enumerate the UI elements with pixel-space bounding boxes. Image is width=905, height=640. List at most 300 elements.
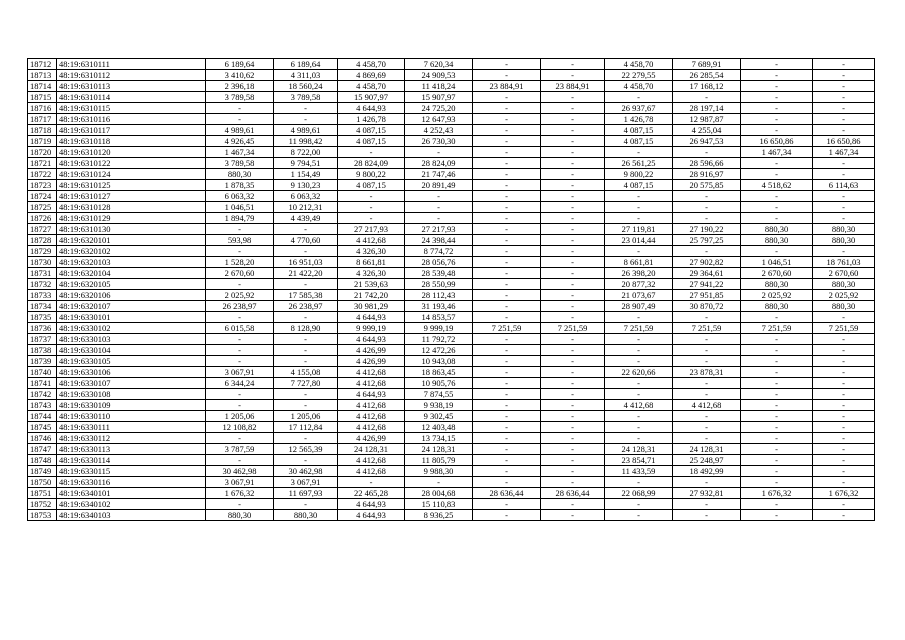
- value-col-10-cell: -: [813, 466, 875, 477]
- row-number-cell: 18743: [28, 400, 57, 411]
- table-row: [28, 81, 875, 92]
- value-col-7-cell: 4 087,15: [605, 125, 673, 136]
- value-col-4-cell: 24 128,31: [405, 444, 473, 455]
- value-col-5-cell: -: [473, 466, 541, 477]
- value-col-10-cell: -: [813, 367, 875, 378]
- value-col-9-cell: -: [741, 499, 813, 510]
- value-col-9-cell: -: [741, 158, 813, 169]
- table-row: [28, 367, 875, 378]
- value-col-10-cell: -: [813, 455, 875, 466]
- row-number-cell: 18752: [28, 499, 57, 510]
- table-row: [28, 213, 875, 224]
- value-col-9-cell: 880,30: [741, 235, 813, 246]
- value-col-9-cell: -: [741, 367, 813, 378]
- value-col-8-cell: 27 902,82: [673, 257, 741, 268]
- row-number-cell: 18727: [28, 224, 57, 235]
- cadastral-number-cell: 48:19:6320105: [57, 279, 206, 290]
- table-row: [28, 477, 875, 488]
- value-col-2-cell: 4 989,61: [274, 125, 338, 136]
- value-col-10-cell: -: [813, 499, 875, 510]
- value-col-10-cell: -: [813, 202, 875, 213]
- value-col-3-cell: 4 412,68: [338, 400, 405, 411]
- value-col-7-cell: -: [605, 422, 673, 433]
- value-col-2-cell: 18 560,24: [274, 81, 338, 92]
- value-col-4-cell: 31 193,46: [405, 301, 473, 312]
- cadastral-number-cell: 48:19:6330102: [57, 323, 206, 334]
- value-col-4-cell: 28 824,09: [405, 158, 473, 169]
- table-row: [28, 444, 875, 455]
- value-col-9-cell: -: [741, 356, 813, 367]
- cadastral-number-cell: 48:19:6330116: [57, 477, 206, 488]
- table-row: [28, 488, 875, 499]
- value-col-10-cell: -: [813, 356, 875, 367]
- value-col-7-cell: -: [605, 334, 673, 345]
- value-col-5-cell: -: [473, 345, 541, 356]
- cadastral-number-cell: 48:19:6330108: [57, 389, 206, 400]
- value-col-6-cell: -: [541, 367, 605, 378]
- value-col-7-cell: 23 854,71: [605, 455, 673, 466]
- value-col-10-cell: 6 114,63: [813, 180, 875, 191]
- value-col-9-cell: -: [741, 169, 813, 180]
- value-col-1-cell: 880,30: [206, 510, 274, 521]
- value-col-4-cell: 11 792,72: [405, 334, 473, 345]
- table-row: [28, 114, 875, 125]
- value-col-10-cell: 880,30: [813, 279, 875, 290]
- value-col-2-cell: 880,30: [274, 510, 338, 521]
- value-col-9-cell: -: [741, 103, 813, 114]
- cadastral-number-cell: 48:19:6330107: [57, 378, 206, 389]
- cadastral-number-cell: 48:19:6310127: [57, 191, 206, 202]
- value-col-2-cell: 3 067,91: [274, 477, 338, 488]
- value-col-3-cell: 30 981,29: [338, 301, 405, 312]
- value-col-1-cell: 1 046,51: [206, 202, 274, 213]
- value-col-10-cell: 7 251,59: [813, 323, 875, 334]
- value-col-4-cell: 14 853,57: [405, 312, 473, 323]
- value-col-9-cell: -: [741, 433, 813, 444]
- value-col-10-cell: 2 670,60: [813, 268, 875, 279]
- value-col-9-cell: -: [741, 312, 813, 323]
- value-col-1-cell: 3 787,59: [206, 444, 274, 455]
- value-col-3-cell: 8 661,81: [338, 257, 405, 268]
- row-number-cell: 18753: [28, 510, 57, 521]
- value-col-8-cell: -: [673, 334, 741, 345]
- value-col-7-cell: 11 433,59: [605, 466, 673, 477]
- table-row: [28, 268, 875, 279]
- value-col-9-cell: -: [741, 389, 813, 400]
- value-col-10-cell: -: [813, 477, 875, 488]
- value-col-8-cell: -: [673, 389, 741, 400]
- row-number-cell: 18737: [28, 334, 57, 345]
- value-col-9-cell: -: [741, 202, 813, 213]
- value-col-7-cell: 7 251,59: [605, 323, 673, 334]
- value-col-9-cell: 4 518,62: [741, 180, 813, 191]
- value-col-8-cell: 28 916,97: [673, 169, 741, 180]
- value-col-10-cell: -: [813, 213, 875, 224]
- value-col-1-cell: 3 789,58: [206, 158, 274, 169]
- value-col-9-cell: -: [741, 81, 813, 92]
- value-col-8-cell: -: [673, 411, 741, 422]
- value-col-7-cell: -: [605, 510, 673, 521]
- value-col-3-cell: 24 128,31: [338, 444, 405, 455]
- value-col-3-cell: 4 644,93: [338, 334, 405, 345]
- row-number-cell: 18750: [28, 477, 57, 488]
- value-col-10-cell: -: [813, 510, 875, 521]
- row-number-cell: 18723: [28, 180, 57, 191]
- row-number-cell: 18724: [28, 191, 57, 202]
- value-col-8-cell: -: [673, 92, 741, 103]
- value-col-7-cell: 4 412,68: [605, 400, 673, 411]
- data-table: [27, 58, 875, 521]
- value-col-5-cell: -: [473, 290, 541, 301]
- value-col-1-cell: 6 063,32: [206, 191, 274, 202]
- value-col-5-cell: -: [473, 499, 541, 510]
- row-number-cell: 18717: [28, 114, 57, 125]
- value-col-2-cell: -: [274, 455, 338, 466]
- table-row: [28, 356, 875, 367]
- value-col-9-cell: -: [741, 114, 813, 125]
- table-row: [28, 158, 875, 169]
- value-col-6-cell: -: [541, 213, 605, 224]
- value-col-9-cell: -: [741, 246, 813, 257]
- value-col-7-cell: 4 087,15: [605, 180, 673, 191]
- value-col-2-cell: -: [274, 114, 338, 125]
- value-col-8-cell: 27 951,85: [673, 290, 741, 301]
- value-col-6-cell: -: [541, 103, 605, 114]
- value-col-6-cell: -: [541, 191, 605, 202]
- value-col-1-cell: 2 670,60: [206, 268, 274, 279]
- value-col-5-cell: 23 884,91: [473, 81, 541, 92]
- cadastral-number-cell: 48:19:6320103: [57, 257, 206, 268]
- row-number-cell: 18744: [28, 411, 57, 422]
- value-col-3-cell: -: [338, 191, 405, 202]
- value-col-6-cell: -: [541, 92, 605, 103]
- value-col-10-cell: -: [813, 345, 875, 356]
- value-col-9-cell: -: [741, 466, 813, 477]
- value-col-4-cell: 24 909,53: [405, 70, 473, 81]
- value-col-5-cell: -: [473, 356, 541, 367]
- value-col-9-cell: 880,30: [741, 224, 813, 235]
- value-col-1-cell: -: [206, 455, 274, 466]
- value-col-3-cell: 9 999,19: [338, 323, 405, 334]
- table-row: [28, 411, 875, 422]
- cadastral-number-cell: 48:19:6320102: [57, 246, 206, 257]
- value-col-5-cell: -: [473, 268, 541, 279]
- value-col-2-cell: 21 422,20: [274, 268, 338, 279]
- value-col-4-cell: 18 863,45: [405, 367, 473, 378]
- value-col-5-cell: -: [473, 136, 541, 147]
- value-col-8-cell: 20 575,85: [673, 180, 741, 191]
- value-col-3-cell: 4 458,70: [338, 81, 405, 92]
- value-col-5-cell: -: [473, 125, 541, 136]
- row-number-cell: 18721: [28, 158, 57, 169]
- value-col-6-cell: -: [541, 235, 605, 246]
- value-col-6-cell: -: [541, 312, 605, 323]
- value-col-6-cell: -: [541, 422, 605, 433]
- value-col-3-cell: -: [338, 213, 405, 224]
- value-col-7-cell: -: [605, 345, 673, 356]
- value-col-10-cell: -: [813, 103, 875, 114]
- row-number-cell: 18725: [28, 202, 57, 213]
- value-col-2-cell: -: [274, 345, 338, 356]
- value-col-1-cell: -: [206, 246, 274, 257]
- cadastral-number-cell: 48:19:6310125: [57, 180, 206, 191]
- value-col-9-cell: -: [741, 510, 813, 521]
- value-col-2-cell: 6 063,32: [274, 191, 338, 202]
- value-col-3-cell: 4 426,99: [338, 433, 405, 444]
- value-col-8-cell: 12 987,87: [673, 114, 741, 125]
- row-number-cell: 18719: [28, 136, 57, 147]
- value-col-8-cell: -: [673, 246, 741, 257]
- row-number-cell: 18734: [28, 301, 57, 312]
- value-col-5-cell: -: [473, 202, 541, 213]
- value-col-2-cell: -: [274, 334, 338, 345]
- cadastral-number-cell: 48:19:6330101: [57, 312, 206, 323]
- value-col-1-cell: 1 528,20: [206, 257, 274, 268]
- row-number-cell: 18751: [28, 488, 57, 499]
- row-number-cell: 18739: [28, 356, 57, 367]
- value-col-10-cell: 880,30: [813, 301, 875, 312]
- value-col-4-cell: 28 539,48: [405, 268, 473, 279]
- value-col-7-cell: 20 877,32: [605, 279, 673, 290]
- value-col-9-cell: 2 025,92: [741, 290, 813, 301]
- value-col-8-cell: 23 878,31: [673, 367, 741, 378]
- value-col-10-cell: -: [813, 422, 875, 433]
- value-col-5-cell: -: [473, 378, 541, 389]
- value-col-2-cell: 9 130,23: [274, 180, 338, 191]
- value-col-7-cell: -: [605, 202, 673, 213]
- cadastral-number-cell: 48:19:6310116: [57, 114, 206, 125]
- cadastral-number-cell: 48:19:6310114: [57, 92, 206, 103]
- value-col-1-cell: 1 205,06: [206, 411, 274, 422]
- value-col-6-cell: -: [541, 268, 605, 279]
- value-col-1-cell: 3 067,91: [206, 367, 274, 378]
- value-col-6-cell: -: [541, 433, 605, 444]
- table-row: [28, 433, 875, 444]
- value-col-6-cell: -: [541, 257, 605, 268]
- value-col-4-cell: 10 905,76: [405, 378, 473, 389]
- row-number-cell: 18747: [28, 444, 57, 455]
- value-col-7-cell: 4 458,70: [605, 81, 673, 92]
- value-col-6-cell: 7 251,59: [541, 323, 605, 334]
- value-col-2-cell: -: [274, 499, 338, 510]
- row-number-cell: 18735: [28, 312, 57, 323]
- value-col-6-cell: -: [541, 499, 605, 510]
- value-col-8-cell: -: [673, 378, 741, 389]
- cadastral-number-cell: 48:19:6330113: [57, 444, 206, 455]
- cadastral-number-cell: 48:19:6330110: [57, 411, 206, 422]
- value-col-7-cell: 22 620,66: [605, 367, 673, 378]
- value-col-9-cell: -: [741, 444, 813, 455]
- value-col-7-cell: 26 398,20: [605, 268, 673, 279]
- cadastral-number-cell: 48:19:6340101: [57, 488, 206, 499]
- value-col-9-cell: -: [741, 455, 813, 466]
- value-col-7-cell: -: [605, 191, 673, 202]
- cadastral-number-cell: 48:19:6310120: [57, 147, 206, 158]
- row-number-cell: 18720: [28, 147, 57, 158]
- table-row: [28, 70, 875, 81]
- cadastral-number-cell: 48:19:6330105: [57, 356, 206, 367]
- value-col-1-cell: 2 396,18: [206, 81, 274, 92]
- value-col-6-cell: -: [541, 169, 605, 180]
- cadastral-number-cell: 48:19:6310113: [57, 81, 206, 92]
- row-number-cell: 18749: [28, 466, 57, 477]
- value-col-10-cell: -: [813, 70, 875, 81]
- value-col-8-cell: 27 190,22: [673, 224, 741, 235]
- value-col-6-cell: -: [541, 279, 605, 290]
- value-col-1-cell: 2 025,92: [206, 290, 274, 301]
- value-col-1-cell: 30 462,98: [206, 466, 274, 477]
- value-col-9-cell: -: [741, 400, 813, 411]
- value-col-1-cell: -: [206, 279, 274, 290]
- value-col-5-cell: -: [473, 213, 541, 224]
- value-col-4-cell: 15 110,83: [405, 499, 473, 510]
- value-col-2-cell: 12 565,39: [274, 444, 338, 455]
- value-col-10-cell: -: [813, 81, 875, 92]
- value-col-10-cell: -: [813, 191, 875, 202]
- table-row: [28, 345, 875, 356]
- value-col-2-cell: 7 727,80: [274, 378, 338, 389]
- value-col-6-cell: -: [541, 400, 605, 411]
- value-col-7-cell: 4 458,70: [605, 59, 673, 70]
- value-col-1-cell: 880,30: [206, 169, 274, 180]
- value-col-1-cell: 1 878,35: [206, 180, 274, 191]
- value-col-2-cell: 11 998,42: [274, 136, 338, 147]
- value-col-9-cell: -: [741, 477, 813, 488]
- value-col-10-cell: -: [813, 125, 875, 136]
- row-number-cell: 18729: [28, 246, 57, 257]
- value-col-8-cell: -: [673, 356, 741, 367]
- value-col-2-cell: 8 128,90: [274, 323, 338, 334]
- value-col-6-cell: -: [541, 345, 605, 356]
- value-col-5-cell: -: [473, 411, 541, 422]
- value-col-8-cell: 7 689,91: [673, 59, 741, 70]
- cadastral-number-cell: 48:19:6330111: [57, 422, 206, 433]
- value-col-4-cell: 28 004,68: [405, 488, 473, 499]
- value-col-2-cell: -: [274, 312, 338, 323]
- table-row: [28, 499, 875, 510]
- value-col-2-cell: 4 770,60: [274, 235, 338, 246]
- row-number-cell: 18718: [28, 125, 57, 136]
- value-col-3-cell: -: [338, 147, 405, 158]
- row-number-cell: 18742: [28, 389, 57, 400]
- value-col-10-cell: -: [813, 444, 875, 455]
- value-col-10-cell: -: [813, 378, 875, 389]
- value-col-10-cell: 2 025,92: [813, 290, 875, 301]
- table-row: [28, 378, 875, 389]
- value-col-6-cell: -: [541, 246, 605, 257]
- value-col-1-cell: 6 344,24: [206, 378, 274, 389]
- value-col-4-cell: -: [405, 147, 473, 158]
- value-col-4-cell: -: [405, 202, 473, 213]
- value-col-8-cell: 29 364,61: [673, 268, 741, 279]
- value-col-7-cell: 22 279,55: [605, 70, 673, 81]
- value-col-9-cell: 7 251,59: [741, 323, 813, 334]
- value-col-5-cell: -: [473, 510, 541, 521]
- row-number-cell: 18748: [28, 455, 57, 466]
- value-col-10-cell: -: [813, 246, 875, 257]
- value-col-6-cell: -: [541, 158, 605, 169]
- value-col-10-cell: 16 650,86: [813, 136, 875, 147]
- value-col-6-cell: -: [541, 356, 605, 367]
- value-col-10-cell: -: [813, 169, 875, 180]
- value-col-7-cell: -: [605, 411, 673, 422]
- value-col-1-cell: -: [206, 345, 274, 356]
- value-col-9-cell: -: [741, 59, 813, 70]
- value-col-7-cell: 23 014,44: [605, 235, 673, 246]
- table-body: [28, 59, 875, 521]
- value-col-4-cell: 9 938,19: [405, 400, 473, 411]
- value-col-6-cell: -: [541, 290, 605, 301]
- value-col-9-cell: 1 676,32: [741, 488, 813, 499]
- value-col-8-cell: 24 128,31: [673, 444, 741, 455]
- value-col-9-cell: -: [741, 411, 813, 422]
- value-col-3-cell: 4 412,68: [338, 367, 405, 378]
- value-col-4-cell: 7 874,55: [405, 389, 473, 400]
- value-col-2-cell: 17 585,38: [274, 290, 338, 301]
- value-col-8-cell: 17 168,12: [673, 81, 741, 92]
- value-col-6-cell: -: [541, 180, 605, 191]
- value-col-2-cell: 6 189,64: [274, 59, 338, 70]
- table-row: [28, 224, 875, 235]
- value-col-5-cell: -: [473, 246, 541, 257]
- value-col-3-cell: 4 644,93: [338, 389, 405, 400]
- value-col-6-cell: 28 636,44: [541, 488, 605, 499]
- value-col-4-cell: 28 550,99: [405, 279, 473, 290]
- row-number-cell: 18722: [28, 169, 57, 180]
- value-col-4-cell: 12 472,26: [405, 345, 473, 356]
- value-col-9-cell: 1 467,34: [741, 147, 813, 158]
- value-col-7-cell: 9 800,22: [605, 169, 673, 180]
- value-col-5-cell: -: [473, 477, 541, 488]
- value-col-2-cell: 10 212,31: [274, 202, 338, 213]
- value-col-4-cell: 7 620,34: [405, 59, 473, 70]
- cadastral-number-cell: 48:19:6310130: [57, 224, 206, 235]
- value-col-2-cell: -: [274, 224, 338, 235]
- row-number-cell: 18741: [28, 378, 57, 389]
- cadastral-number-cell: 48:19:6310115: [57, 103, 206, 114]
- value-col-1-cell: 1 676,32: [206, 488, 274, 499]
- table-row: [28, 136, 875, 147]
- cadastral-number-cell: 48:19:6320107: [57, 301, 206, 312]
- value-col-9-cell: -: [741, 191, 813, 202]
- value-col-4-cell: 8 774,72: [405, 246, 473, 257]
- value-col-10-cell: 880,30: [813, 235, 875, 246]
- value-col-1-cell: 3 789,58: [206, 92, 274, 103]
- row-number-cell: 18733: [28, 290, 57, 301]
- table-row: [28, 169, 875, 180]
- value-col-1-cell: -: [206, 224, 274, 235]
- value-col-6-cell: -: [541, 444, 605, 455]
- value-col-4-cell: 8 936,25: [405, 510, 473, 521]
- value-col-8-cell: -: [673, 477, 741, 488]
- value-col-9-cell: 16 650,86: [741, 136, 813, 147]
- row-number-cell: 18731: [28, 268, 57, 279]
- value-col-4-cell: 12 403,48: [405, 422, 473, 433]
- value-col-7-cell: -: [605, 147, 673, 158]
- value-col-4-cell: 28 056,76: [405, 257, 473, 268]
- value-col-10-cell: -: [813, 114, 875, 125]
- value-col-10-cell: -: [813, 334, 875, 345]
- value-col-2-cell: -: [274, 279, 338, 290]
- value-col-5-cell: -: [473, 59, 541, 70]
- value-col-6-cell: -: [541, 147, 605, 158]
- value-col-7-cell: 8 661,81: [605, 257, 673, 268]
- table-row: [28, 246, 875, 257]
- value-col-4-cell: 24 398,44: [405, 235, 473, 246]
- value-col-1-cell: 6 015,58: [206, 323, 274, 334]
- value-col-4-cell: 9 302,45: [405, 411, 473, 422]
- value-col-4-cell: 24 725,20: [405, 103, 473, 114]
